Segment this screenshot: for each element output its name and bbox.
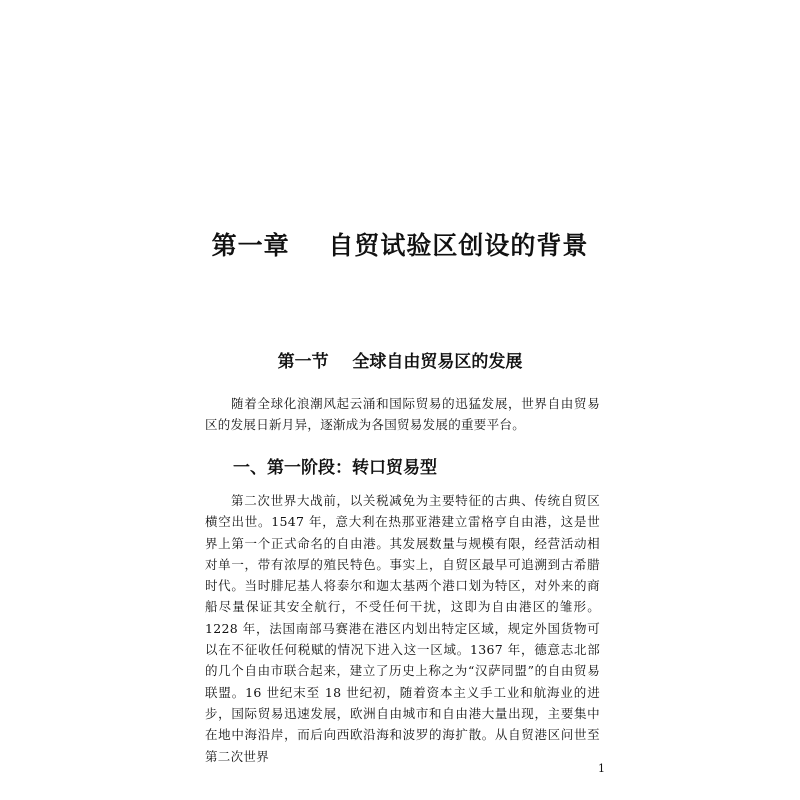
section-title: 第一节 全球自由贸易区的发展 [277, 352, 523, 372]
page-number: 1 [598, 762, 605, 775]
subsection-title: 一、第一阶段：转口贸易型 [233, 458, 437, 478]
chapter-title: 第一章 自贸试验区创设的背景 [211, 231, 589, 260]
intro-paragraph: 随着全球化浪潮风起云涌和国际贸易的迅猛发展，世界自由贸易区的发展日新月异，逐渐成为各国贸易发展的重要平台。 [205, 396, 600, 433]
body-paragraph: 第二次世界大战前，以关税减免为主要特征的古典、传统自贸区横空出世。1547 年，意大利在热那亚港建立雷格亨自由港，这是世界上第一个正式命名的自由港。其发展数量与规模有限，经营活动相对单一，带有浓厚的殖民特色。事实上，自贸区最早可追溯到古希腊时代。当时腓尼基人将泰尔和迦太基两个港口划为特区，对外来的商船尽量保证其安全航行，不受任何干扰，这即为自由港区的雏形。1228 年，法国南部马赛港在港区内划出特定区域，规定外国货物可以在不征收任何税赋的情况下进入这一区域。1367 年，德意志北部的几个自由市联合起来，建立了历史上称之为“汉萨同盟”的自由贸易联盟。16 世纪末至 18 世纪初，随着资本主义手工业和航海业的进步，国际贸易迅速发展，欧洲自由城市和自由港大量出现，主要集中在地中海沿岸，而后向西欧沿海和波罗的海扩散。从自贸港区问世至第二次世界 [205, 493, 600, 764]
